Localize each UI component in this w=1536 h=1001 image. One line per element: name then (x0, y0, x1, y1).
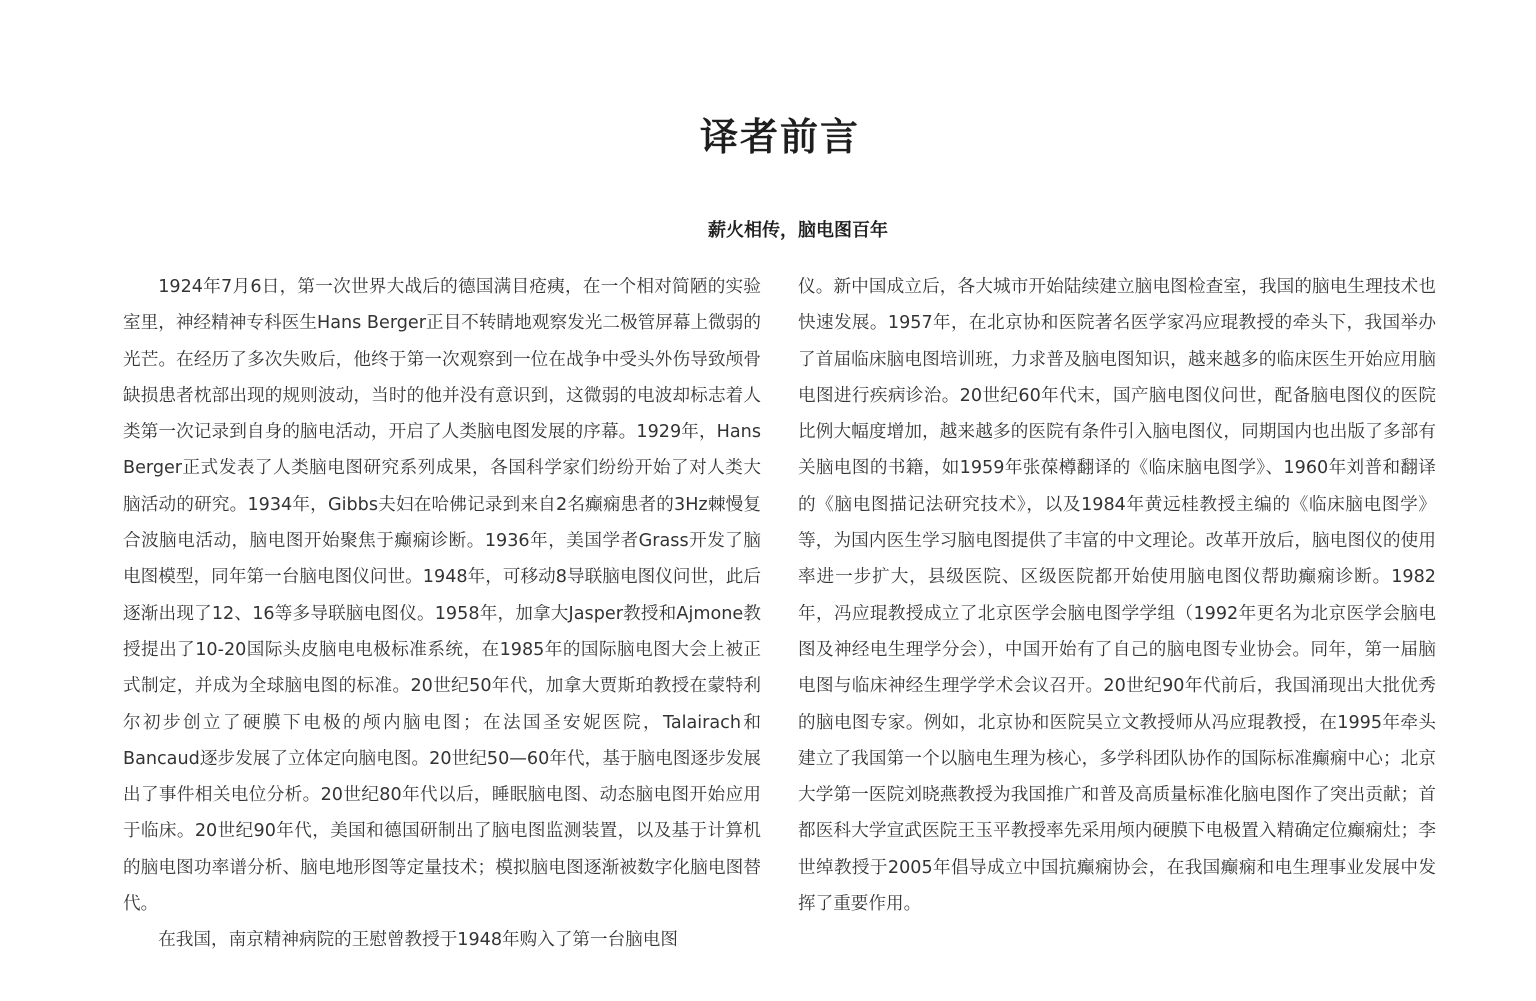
right-paragraph-1: 仪。新中国成立后，各大城市开始陆续建立脑电图检查室，我国的脑电生理技术也快速发展。1957年，在北京协和医院著名医学家冯应琨教授的牵头下，我国举办了首届临床脑电图培训班，力求普及脑电图知识，越来越多的临床医生开始应用脑电图进行疾病诊治。20世纪60年代末，国产脑电图仪问世，配备脑电图仪的医院比例大幅度增加，越来越多的医院有条件引入脑电图仪，同期国内也出版了多部有关脑电图的书籍，如1959年张葆樽翻译的《临床脑电图学》、1960年刘普和翻译的《脑电图描记法研究技术》，以及1984年黄远桂教授主编的《临床脑电图学》等，为国内医生学习脑电图提供了丰富的中文理论。改革开放后，脑电图仪的使用率进一步扩大，县级医院、区级医院都开始使用脑电图仪帮助癫痫诊断。1982年，冯应琨教授成立了北京医学会脑电图学学组（1992年更名为北京医学会脑电图及神经电生理学分会），中国开始有了自己的脑电图专业协会。同年，第一届脑电图与临床神经生理学学术会议召开。20世纪90年代前后，我国涌现出大批优秀的脑电图专家。例如，北京协和医院吴立文教授师从冯应琨教授，在1995年牵头建立了我国第一个以脑电生理为核心，多学科团队协作的国际标准癫痫中心；北京大学第一医院刘晓燕教授为我国推广和普及高质量标准化脑电图作了突出贡献；首都医科大学宣武医院王玉平教授率先采用颅内硬膜下电极置入精确定位癫痫灶；李世绰教授于2005年倡导成立中国抗癫痫协会，在我国癫痫和电生理事业发展中发挥了重要作用。 (798, 277, 1436, 915)
section-subtitle: 薪火相传，脑电图百年 (708, 220, 888, 241)
left-paragraph-1: 1924年7月6日，第一次世界大战后的德国满目疮痍，在一个相对简陋的实验室里，神经精神专科医生Hans Berger正目不转睛地观察发光二极管屏幕上微弱的光芒。在经历了多次失败后，他终于第一次观察到一位在战争中受头外伤导致颅骨缺损患者枕部出现的规则波动，当时的他并没有意识到，这微弱的电波却标志着人类第一次记录到自身的脑电活动，开启了人类脑电图发展的序幕。1929年，Hans Berger正式发表了人类脑电图研究系列成果，各国科学家们纷纷开始了对人类大脑活动的研究。1934年，Gibbs夫妇在哈佛记录到来自2名癫痫患者的3Hz棘慢复合波脑电活动，脑电图开始聚焦于癫痫诊断。1936年，美国学者Grass开发了脑电图模型，同年第一台脑电图仪问世。1948年，可移动8导联脑电图仪问世，此后逐渐出现了12、16等多导联脑电图仪。1958年，加拿大Jasper教授和Ajmone教授提出了10-20国际头皮脑电电极标准系统，在1985年的国际脑电图大会上被正式制定，并成为全球脑电图的标准。20世纪50年代，加拿大贾斯珀教授在蒙特利尔初步创立了硬膜下电极的颅内脑电图；在法国圣安妮医院，Talairach和Bancaud逐步发展了立体定向脑电图。20世纪50—60年代，基于脑电图逐步发展出了事件相关电位分析。20世纪80年代以后，睡眠脑电图、动态脑电图开始应用于临床。20世纪90年代，美国和德国研制出了脑电图监测装置，以及基于计算机的脑电图功率谱分析、脑电地形图等定量技术；模拟脑电图逐渐被数字化脑电图替代。 (123, 277, 761, 915)
left-paragraph-2: 在我国，南京精神病院的王慰曾教授于1948年购入了第一台脑电图 (158, 930, 678, 951)
page-title: 译者前言 (699, 114, 860, 159)
left-text-column (123, 269, 761, 959)
right-text-column (798, 269, 1436, 922)
